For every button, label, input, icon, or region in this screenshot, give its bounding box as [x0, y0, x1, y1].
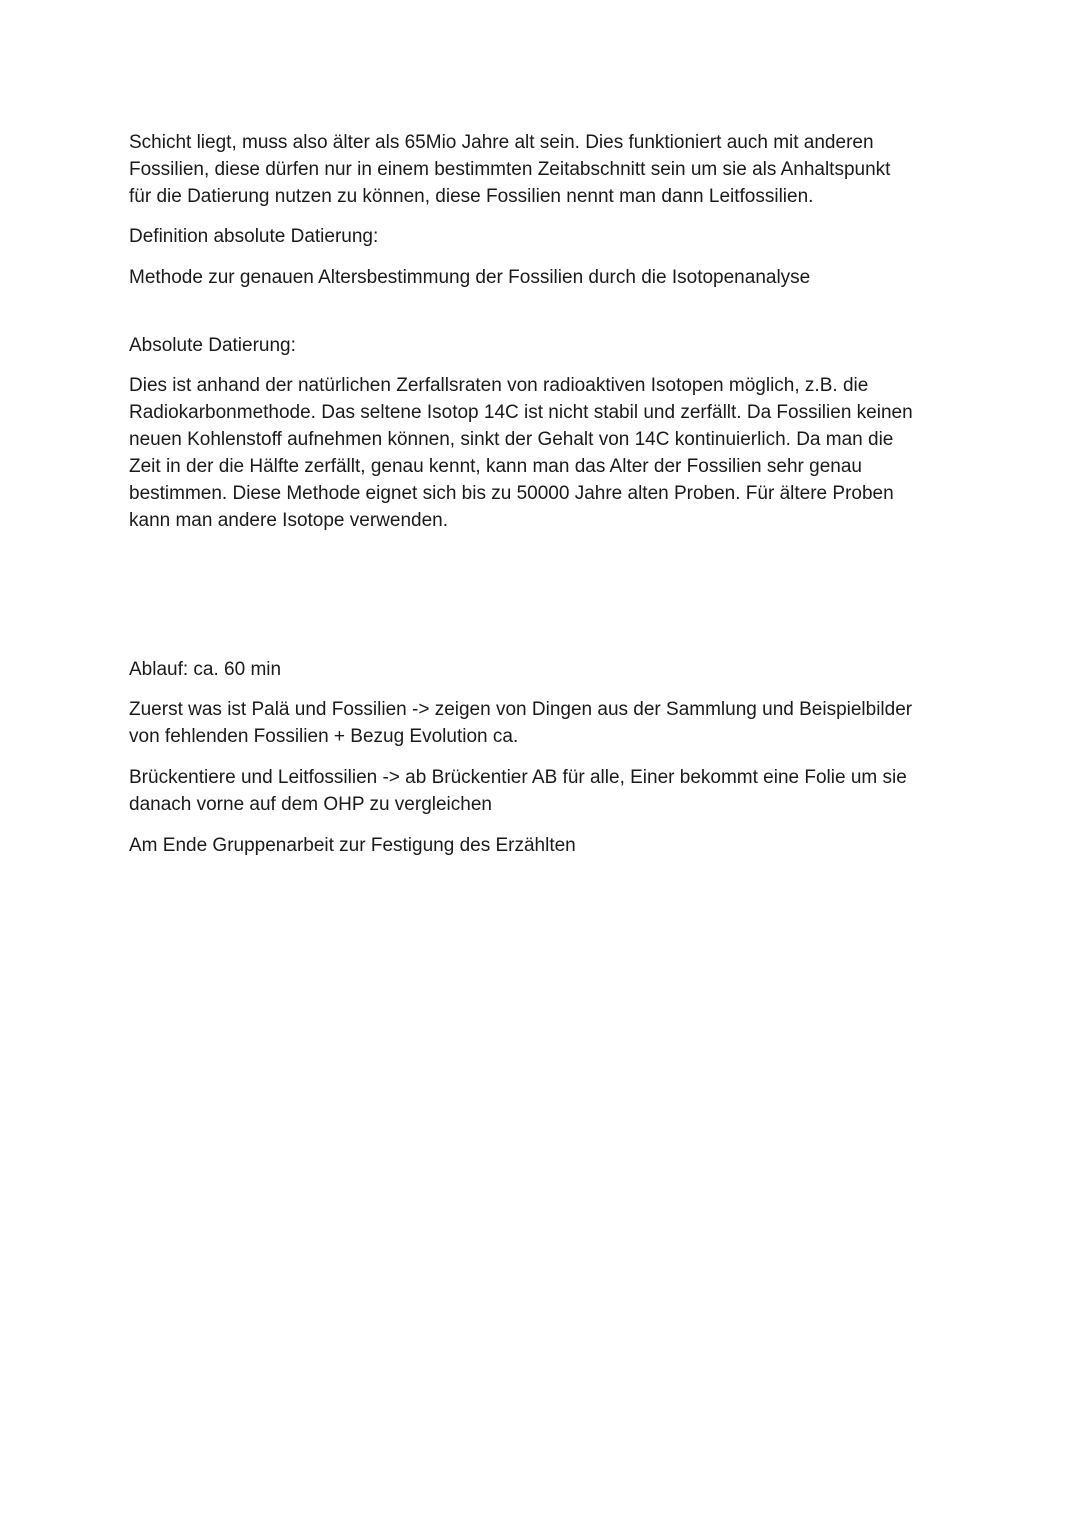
paragraph-leitfossilien: Schicht liegt, muss also älter als 65Mio Jahre alt sein. Dies funktioniert auch mit anderen Fossilien, diese dürfen nur in einem bestimmten Zeitabschnitt sein um sie als Anhaltspunkt für die Datierung nutzen zu können, diese Fossilien nennt man dann Leitfossilien. [129, 132, 891, 207]
procedure-step-2: Brückentiere und Leitfossilien -> ab Brückentier AB für alle, Einer bekommt eine Folie um sie danach vorne auf dem OHP zu vergleichen [129, 767, 907, 815]
procedure-heading: Ablauf: ca. 60 min [129, 659, 282, 680]
absolute-dating-text: Dies ist anhand der natürlichen Zerfallsraten von radioaktiven Isotopen möglich, z.B. die Radiokarbonmethode. Das seltene Isotop 14C ist nicht stabil und zerfällt. Da Fossilien keinen neuen Kohlenstoff aufnehmen können, sinkt der Gehalt von 14C kontinuierlich. Da man die Zeit in der die Hälfte zerfällt, genau kennt, kann man das Alter der Fossilien sehr genau bestimmen. Diese Methode eignet sich bis zu 50000 Jahre alten Proben. Für ältere Proben kann man andere Isotope verwenden. [129, 375, 913, 531]
definition-heading: Definition absolute Datierung: [129, 226, 379, 247]
procedure-step-1: Zuerst was ist Palä und Fossilien -> zeigen von Dingen aus der Sammlung und Beispielbilder von fehlenden Fossilien + Bezug Evolution ca. [129, 699, 913, 747]
definition-text: Methode zur genauen Altersbestimmung der Fossilien durch die Isotopenanalyse [129, 267, 811, 288]
procedure-step-3: Am Ende Gruppenarbeit zur Festigung des Erzählten [129, 835, 576, 856]
absolute-dating-heading: Absolute Datierung: [129, 335, 296, 356]
